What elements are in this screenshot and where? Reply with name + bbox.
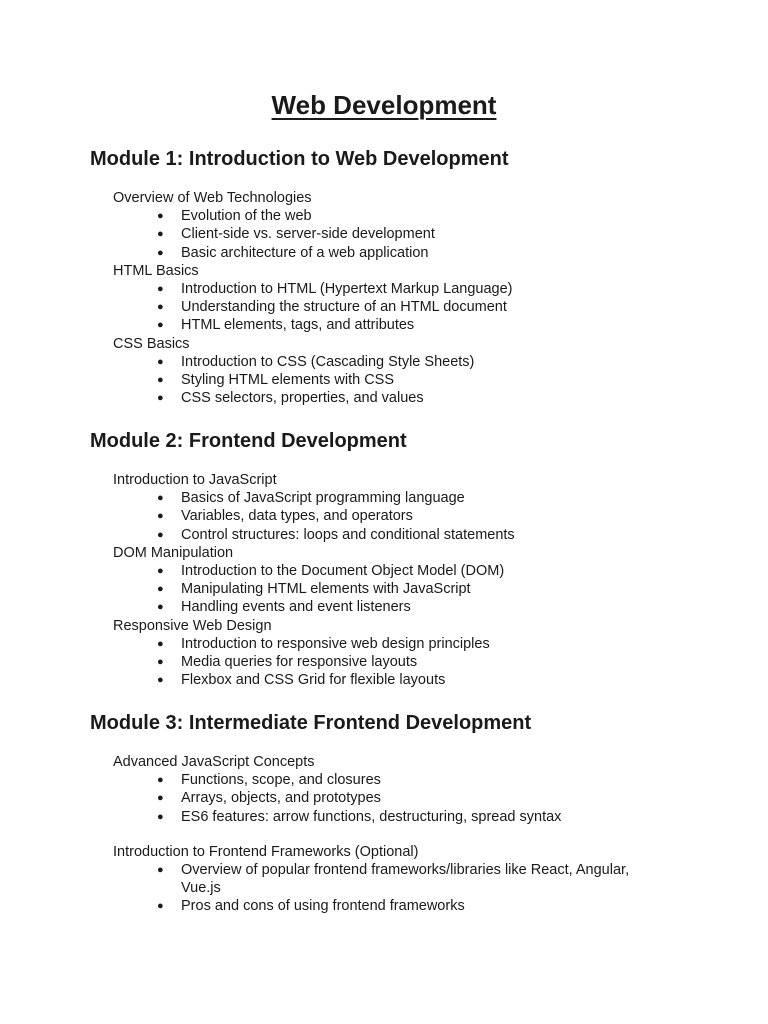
list-item-text: HTML elements, tags, and attributes: [181, 317, 415, 334]
topic-label: CSS Basics: [113, 335, 190, 352]
document-title: Web Development: [271, 90, 497, 120]
bullet-icon: ●: [157, 601, 164, 614]
bullet-icon: ●: [157, 900, 164, 913]
list-item-text: Introduction to responsive web design principles: [181, 635, 490, 652]
list-item: [90, 808, 730, 826]
module-heading: Module 2: Frontend Development: [90, 430, 407, 452]
list-item-text: Introduction to HTML (Hypertext Markup Language): [181, 281, 513, 298]
list-item-continuation: [90, 879, 730, 897]
topic-list: [90, 753, 730, 916]
topic: [90, 262, 730, 335]
bullet-icon: ●: [157, 510, 164, 523]
topic: [90, 335, 730, 408]
topic: [90, 617, 730, 690]
bullet-list: [90, 771, 730, 826]
list-item: [90, 225, 730, 243]
list-item-text: ES6 features: arrow functions, destructuring, spread syntax: [181, 808, 562, 825]
list-item: [90, 671, 730, 689]
bullet-list: [90, 280, 730, 335]
bullet-icon: ●: [157, 301, 164, 314]
list-item-text: Styling HTML elements with CSS: [181, 372, 395, 389]
bullet-icon: ●: [157, 319, 164, 332]
list-item-text: Handling events and event listeners: [181, 599, 411, 616]
list-item-text: Overview of popular frontend frameworks/libraries like React, Angular,: [181, 862, 630, 879]
list-item: [90, 861, 730, 879]
list-item: [90, 280, 730, 298]
bullet-icon: ●: [157, 792, 164, 805]
topic: [90, 189, 730, 262]
spacer: [90, 736, 730, 753]
topic-label: DOM Manipulation: [113, 544, 234, 561]
list-item-text: Arrays, objects, and prototypes: [181, 790, 381, 807]
list-item-text: Flexbox and CSS Grid for flexible layouts: [181, 672, 446, 689]
list-item-text: Control structures: loops and conditional statements: [181, 526, 515, 543]
module-2: [90, 428, 730, 689]
bullet-icon: ●: [157, 492, 164, 505]
bullet-icon: ●: [157, 246, 164, 259]
bullet-icon: ●: [157, 656, 164, 669]
list-item: [90, 489, 730, 507]
bullet-list: [90, 207, 730, 262]
spacer: [90, 172, 730, 189]
list-item: [90, 653, 730, 671]
list-item-text: Basic architecture of a web application: [181, 244, 429, 261]
module-heading: Module 3: Intermediate Frontend Development: [90, 712, 532, 734]
list-item: [90, 635, 730, 653]
list-item: [90, 207, 730, 225]
topic: [90, 471, 730, 544]
list-item-text: Introduction to CSS (Cascading Style Sheets): [181, 353, 475, 370]
bullet-icon: ●: [157, 864, 164, 877]
list-item: [90, 771, 730, 789]
list-item: [90, 580, 730, 598]
bullet-list: [90, 635, 730, 690]
bullet-icon: ●: [157, 810, 164, 823]
list-item: [90, 298, 730, 316]
bullet-list: [90, 861, 730, 916]
bullet-list: [90, 353, 730, 408]
bullet-icon: ●: [157, 210, 164, 223]
topic-label: Overview of Web Technologies: [113, 190, 312, 206]
list-item-text: CSS selectors, properties, and values: [181, 390, 424, 407]
topic-label: Responsive Web Design: [113, 617, 272, 634]
list-item: [90, 789, 730, 807]
list-item: [90, 389, 730, 407]
bullet-icon: ●: [157, 228, 164, 241]
list-item: [90, 353, 730, 371]
bullet-icon: ●: [157, 528, 164, 541]
list-item-text: Functions, scope, and closures: [181, 772, 381, 789]
list-item: [90, 526, 730, 544]
list-item: [90, 897, 730, 915]
list-item: [90, 507, 730, 525]
bullet-list: [90, 562, 730, 617]
list-item-text: Client-side vs. server-side development: [181, 226, 435, 243]
bullet-icon: ●: [157, 565, 164, 578]
bullet-icon: ●: [157, 774, 164, 787]
bullet-icon: ●: [157, 355, 164, 368]
bullet-icon: ●: [157, 392, 164, 405]
list-item-text: Pros and cons of using frontend frameworks: [181, 898, 465, 915]
list-item-text: Media queries for responsive layouts: [181, 654, 418, 671]
list-item: [90, 371, 730, 389]
list-item: [90, 562, 730, 580]
bullet-icon: ●: [157, 374, 164, 387]
topic-list: [90, 189, 730, 407]
list-item: [90, 598, 730, 616]
list-item-text: Vue.js: [181, 880, 221, 897]
spacer: [90, 454, 730, 471]
module-heading: Module 1: Introduction to Web Development: [90, 148, 509, 170]
module-3: [90, 710, 730, 916]
bullet-icon: ●: [157, 583, 164, 596]
list-item-text: Understanding the structure of an HTML document: [181, 299, 507, 316]
topic-list: [90, 471, 730, 689]
list-item-text: Introduction to the Document Object Model (DOM): [181, 563, 505, 580]
topic-label: Introduction to Frontend Frameworks (Optional): [113, 843, 419, 860]
topic: [90, 843, 730, 916]
bullet-icon: ●: [157, 283, 164, 296]
module-1: [90, 146, 730, 407]
list-item: [90, 316, 730, 334]
bullet-icon: ●: [157, 674, 164, 687]
topic-label: Advanced JavaScript Concepts: [113, 754, 315, 770]
bullet-list: [90, 489, 730, 544]
topic: [90, 753, 730, 826]
list-item: [90, 244, 730, 262]
topic-label: Introduction to JavaScript: [113, 472, 277, 488]
list-item-text: Basics of JavaScript programming language: [181, 490, 465, 507]
bullet-icon: ●: [157, 637, 164, 650]
topic: [90, 544, 730, 617]
list-item-text: Manipulating HTML elements with JavaScript: [181, 581, 471, 598]
topic-label: HTML Basics: [113, 262, 199, 279]
list-item-text: Evolution of the web: [181, 208, 312, 225]
list-item-text: Variables, data types, and operators: [181, 508, 413, 525]
